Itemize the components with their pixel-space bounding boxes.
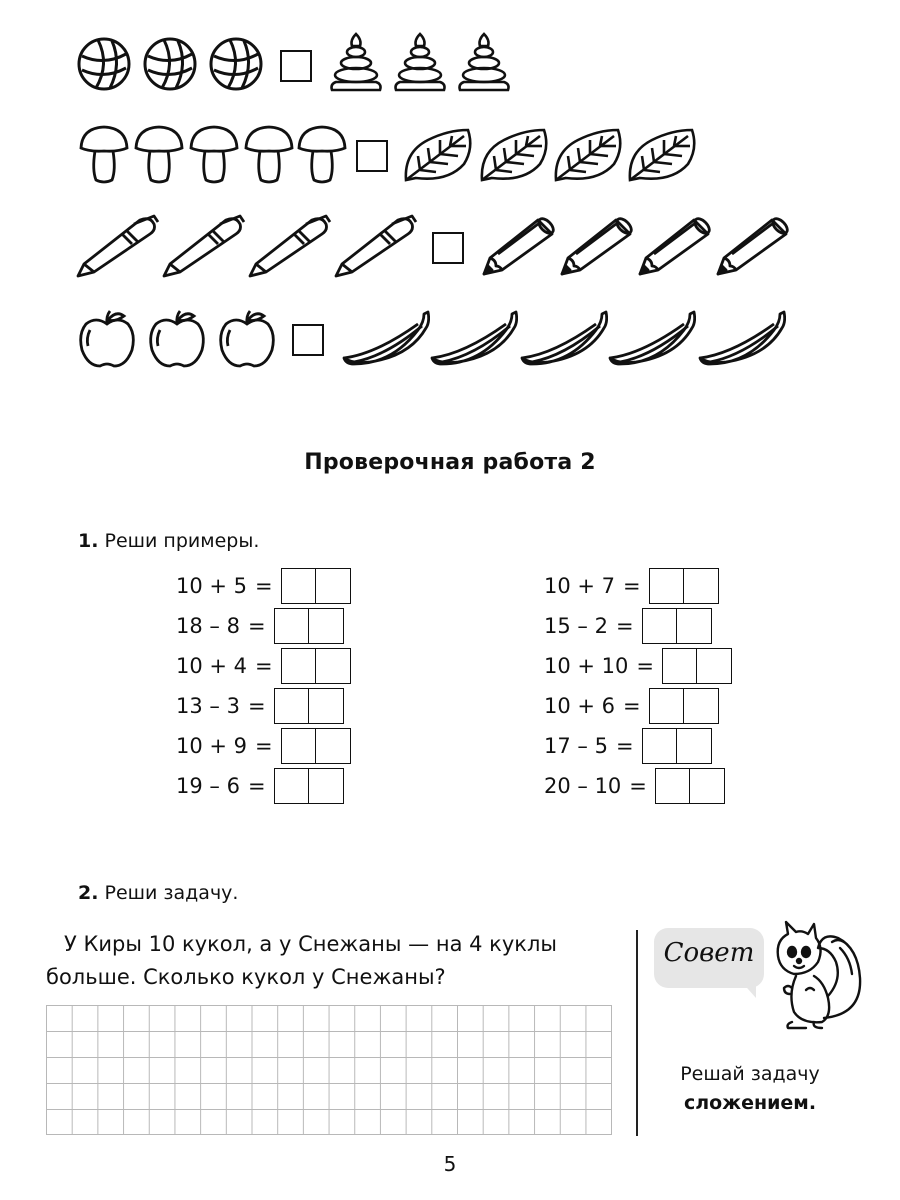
- example-expression: 18 – 8: [176, 614, 240, 638]
- example-row: [544, 568, 719, 604]
- answer-box[interactable]: [649, 688, 719, 724]
- example-row: [176, 768, 344, 804]
- pyramid-toy-icon: [326, 32, 386, 94]
- example-expression: 19 – 6: [176, 774, 240, 798]
- answer-box[interactable]: [281, 568, 351, 604]
- equals-sign: =: [615, 734, 634, 758]
- equals-sign: =: [255, 574, 273, 598]
- equals-sign: =: [615, 614, 634, 638]
- word-problem-line-1: У Киры 10 кукол, а у Снежаны — на 4 куклы: [64, 932, 557, 956]
- mushroom-icon: [188, 124, 240, 186]
- task-1-text: Реши примеры.: [104, 530, 260, 552]
- example-expression: 10 + 10: [544, 654, 629, 678]
- equals-sign: =: [623, 574, 641, 598]
- compare-row-1: [0, 28, 900, 118]
- example-row: [176, 608, 344, 644]
- leaf-icon: [402, 126, 476, 184]
- pen-icon: [160, 214, 248, 280]
- equals-sign: =: [247, 694, 266, 718]
- pencil-icon: [480, 214, 558, 278]
- apple-icon: [76, 308, 138, 370]
- leaf-icon: [552, 126, 626, 184]
- equals-sign: =: [247, 614, 266, 638]
- example-expression: 10 + 4: [176, 654, 248, 678]
- pen-icon: [332, 214, 420, 280]
- answer-grid[interactable]: [46, 1005, 612, 1135]
- banana-icon: [696, 310, 786, 368]
- equals-sign: =: [623, 694, 641, 718]
- ball-icon: [76, 36, 132, 92]
- example-row: [544, 768, 725, 804]
- answer-box[interactable]: [642, 608, 712, 644]
- leaf-icon: [626, 126, 700, 184]
- example-expression: 10 + 9: [176, 734, 248, 758]
- compare-row-3: [0, 208, 900, 298]
- example-row: [544, 608, 712, 644]
- banana-icon: [428, 310, 518, 368]
- pencil-icon: [714, 214, 792, 278]
- task-1-heading: [78, 530, 259, 552]
- ball-icon: [208, 36, 264, 92]
- answer-box[interactable]: [649, 568, 719, 604]
- answer-box[interactable]: [655, 768, 725, 804]
- example-row: [176, 728, 351, 764]
- advice-bubble-text: Совет: [663, 938, 755, 968]
- pyramid-toy-icon: [390, 32, 450, 94]
- example-expression: 15 – 2: [544, 614, 608, 638]
- mushroom-icon: [296, 124, 348, 186]
- compare-row-4: [0, 300, 900, 390]
- equals-sign: =: [247, 774, 266, 798]
- leaf-icon: [478, 126, 552, 184]
- equals-sign: =: [255, 654, 273, 678]
- task-2-number: 2.: [78, 882, 99, 904]
- ball-icon: [142, 36, 198, 92]
- task-1-number: 1.: [78, 530, 99, 552]
- mushroom-icon: [78, 124, 130, 186]
- apple-icon: [146, 308, 208, 370]
- pencil-icon: [558, 214, 636, 278]
- advice-line-2: сложением.: [683, 1092, 817, 1114]
- pen-icon: [74, 214, 162, 280]
- comparison-box[interactable]: [432, 232, 464, 264]
- compare-row-2: [0, 118, 900, 208]
- pyramid-toy-icon: [454, 32, 514, 94]
- column-divider: [636, 930, 638, 1136]
- task-2-text: Реши задачу.: [104, 882, 239, 904]
- equals-sign: =: [636, 654, 654, 678]
- advice-bubble-tail: [740, 980, 756, 998]
- word-problem: [46, 928, 646, 994]
- example-expression: 10 + 5: [176, 574, 248, 598]
- task-2-heading: [78, 882, 238, 904]
- example-expression: 13 – 3: [176, 694, 240, 718]
- answer-box[interactable]: [281, 648, 351, 684]
- apple-icon: [216, 308, 278, 370]
- example-expression: 10 + 6: [544, 694, 616, 718]
- equals-sign: =: [629, 774, 647, 798]
- advice-text: [650, 1060, 850, 1118]
- banana-icon: [518, 310, 608, 368]
- advice-line-1: Решай задачу: [680, 1063, 820, 1085]
- example-row: [176, 648, 351, 684]
- squirrel-icon: [766, 918, 866, 1030]
- answer-box[interactable]: [642, 728, 712, 764]
- example-row: [176, 568, 351, 604]
- page-number: 5: [443, 1152, 457, 1176]
- comparison-box[interactable]: [280, 50, 312, 82]
- example-expression: 10 + 7: [544, 574, 616, 598]
- banana-icon: [340, 310, 430, 368]
- mushroom-icon: [133, 124, 185, 186]
- example-row: [176, 688, 344, 724]
- answer-box[interactable]: [274, 608, 344, 644]
- section-title: Проверочная работа 2: [304, 450, 596, 475]
- banana-icon: [606, 310, 696, 368]
- answer-box[interactable]: [274, 768, 344, 804]
- comparison-box[interactable]: [292, 324, 324, 356]
- example-row: [544, 648, 732, 684]
- example-expression: 20 – 10: [544, 774, 622, 798]
- example-row: [544, 688, 719, 724]
- answer-box[interactable]: [281, 728, 351, 764]
- comparison-box[interactable]: [356, 140, 388, 172]
- mushroom-icon: [243, 124, 295, 186]
- answer-box[interactable]: [274, 688, 344, 724]
- example-expression: 17 – 5: [544, 734, 608, 758]
- word-problem-line-2: больше. Сколько кукол у Снежаны?: [46, 965, 446, 989]
- pen-icon: [246, 214, 334, 280]
- example-row: [544, 728, 712, 764]
- equals-sign: =: [255, 734, 273, 758]
- answer-box[interactable]: [662, 648, 732, 684]
- pencil-icon: [636, 214, 714, 278]
